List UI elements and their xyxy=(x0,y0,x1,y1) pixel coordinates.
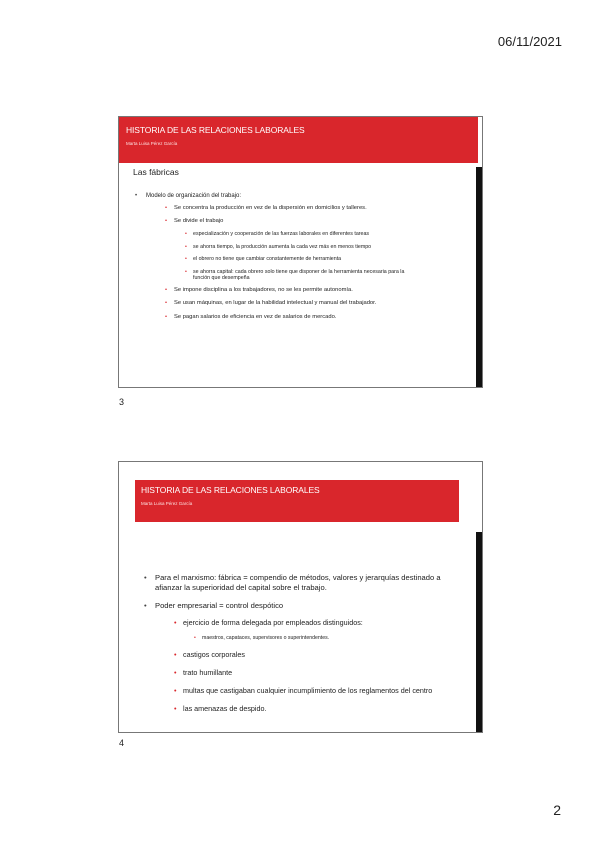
slide-header xyxy=(119,117,478,163)
slide-number: 4 xyxy=(119,738,125,748)
slide-subtitle: Las fábricas xyxy=(133,167,179,177)
bullet: • las amenazas de despido. xyxy=(183,704,455,714)
bullet: • se ahorra tiempo, la producción aumenta la cada vez más en menos tiempo xyxy=(193,244,466,250)
bullet: • Se usan máquinas, en lugar de la habilidad intelectual y manual del trabajador. xyxy=(174,300,404,307)
page-number: 2 xyxy=(553,802,561,818)
bullet: • Se impone disciplina a los trabajadores, no se les permite autonomía. xyxy=(174,287,466,294)
bullet: • ejercicio de forma delegada por empleados distinguidos: xyxy=(183,618,455,628)
bullet: • Se pagan salarios de eficiencia en vez de salarios de mercado. xyxy=(174,314,466,321)
slide-header-title: HISTORIA DE LAS RELACIONES LABORALES xyxy=(126,125,305,135)
bullet: • se ahorra capital: cada obrero solo tiene que disponer de la herramienta necesaria para la función que desempeña xyxy=(193,269,413,282)
slide-side-bar xyxy=(476,167,482,388)
bullet: • Modelo de organización del trabajo: xyxy=(146,193,466,199)
slide-number: 3 xyxy=(119,397,125,407)
bullet: • castigos corporales xyxy=(183,650,455,660)
bullet: • Poder empresarial = control despótico xyxy=(155,601,455,611)
bullet: • trato humillante xyxy=(183,668,455,678)
bullet: • el obrero no tiene que cambiar constantemente de herramienta xyxy=(193,256,466,262)
slide-header-author: Marta Luisa Pérez García xyxy=(126,141,178,146)
bullet: • especialización y cooperación de las fuerzas laborales en diferentes tareas xyxy=(193,231,466,237)
slide-header-author: Marta Luisa Pérez García xyxy=(141,501,193,506)
slide-side-bar xyxy=(476,532,482,733)
slide-4 xyxy=(118,461,483,733)
bullet: • maestros, capataces, supervisores o superintendentes. xyxy=(202,635,455,641)
page-date: 06/11/2021 xyxy=(497,34,562,49)
bullet: • Se divide el trabajo xyxy=(174,218,466,225)
slide-3 xyxy=(118,116,483,388)
bullet: • Para el marxismo: fábrica = compendio de métodos, valores y jerarquías destinado a afianzar la superioridad del capital sobre el trabajo. xyxy=(155,573,455,594)
bullet: • Se concentra la producción en vez de la dispersión en domicilios y talleres. xyxy=(174,205,466,212)
slide-header-title: HISTORIA DE LAS RELACIONES LABORALES xyxy=(141,485,320,495)
slide-header xyxy=(135,480,459,522)
slide-content xyxy=(155,573,455,721)
bullet: • multas que castigaban cualquier incumplimiento de los reglamentos del centro xyxy=(183,686,455,696)
slide-content xyxy=(146,193,466,327)
